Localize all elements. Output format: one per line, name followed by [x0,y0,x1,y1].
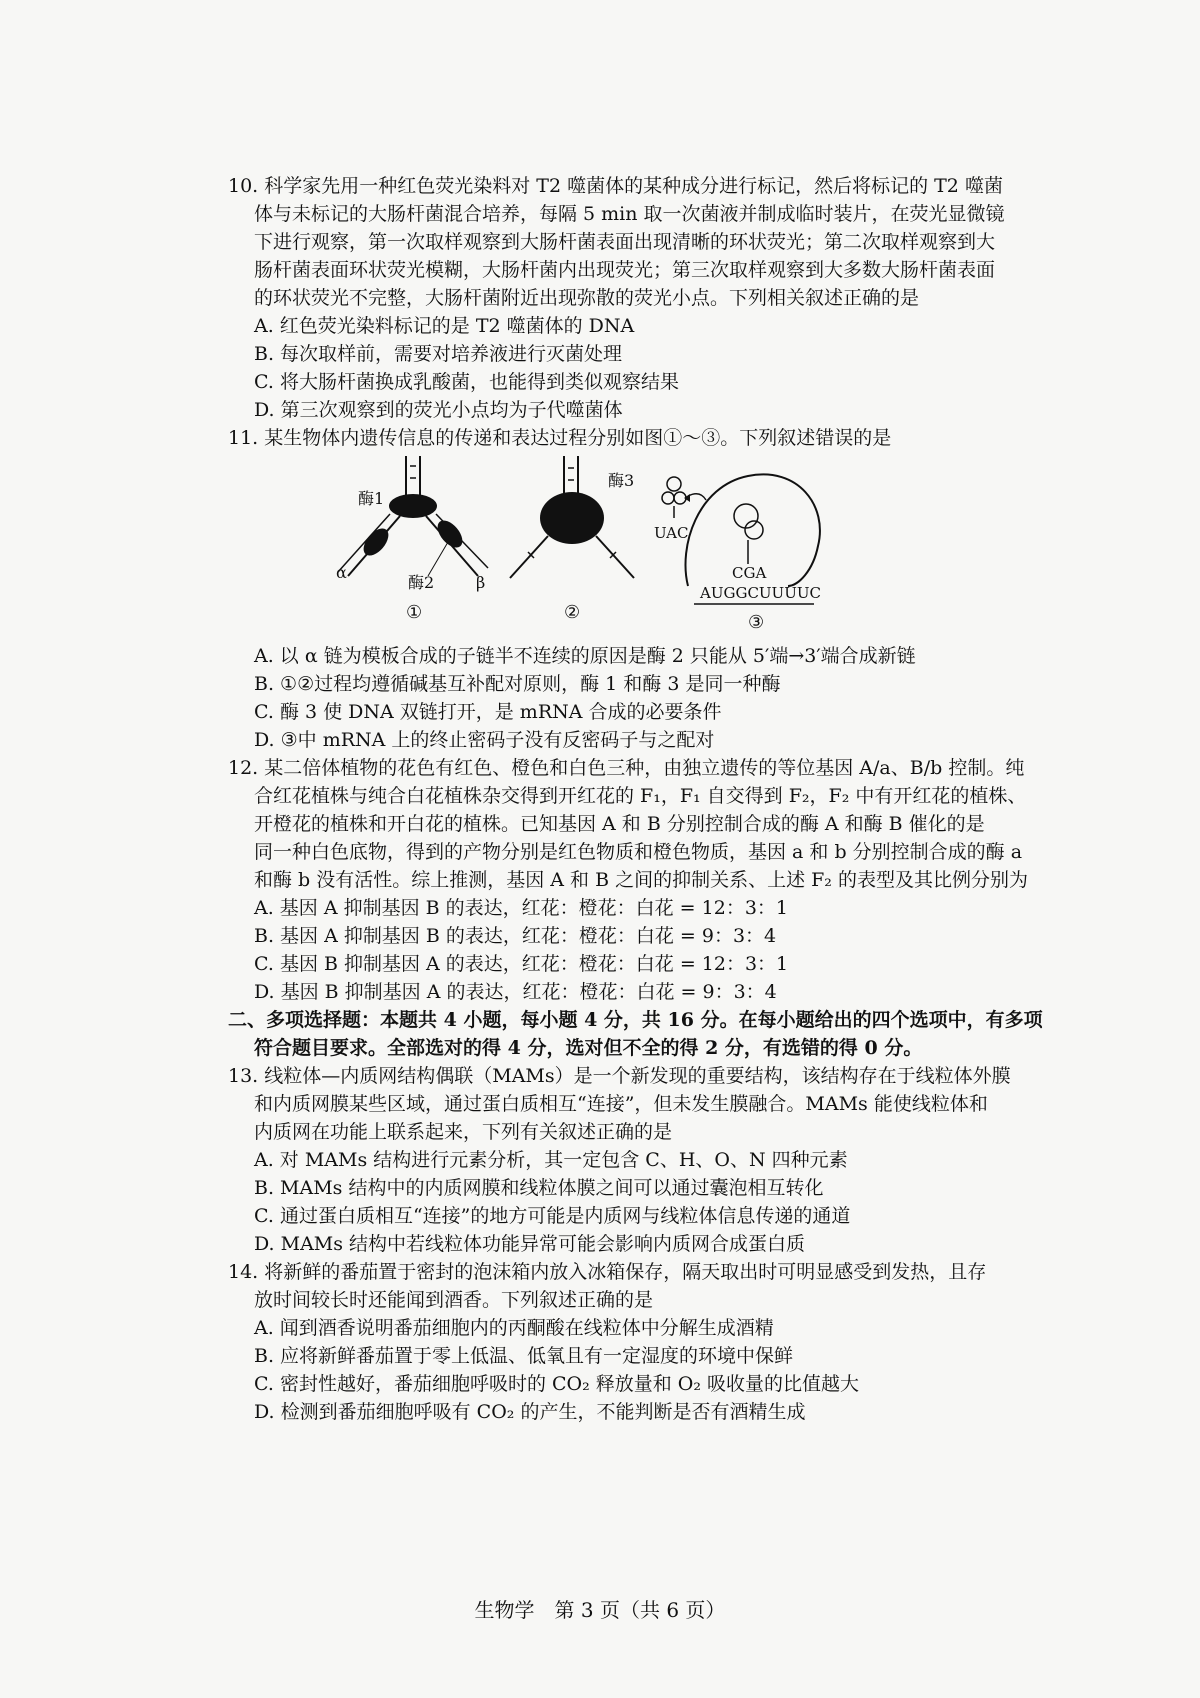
q14-line-2: 放时间较长时还能闻到酒香。下列叙述正确的是 [254,1289,654,1311]
question-12 [228,754,1028,894]
q10-line-3: 下进行观察，第一次取样观察到大肠杆菌表面出现清晰的环状荧光；第二次取样观察到大 [254,231,996,253]
genetic-process-diagram [328,456,868,636]
q13-option-a: A. 对 MAMs 结构进行元素分析，其一定包含 C、H、O、N 四种元素 [254,1149,848,1171]
q10-line-4: 肠杆菌表面环状荧光模糊，大肠杆菌内出现荧光；第三次取样观察到大多数大肠杆菌表面 [254,259,996,281]
enzyme3-ellipse [540,492,604,544]
q13-option-c: C. 通过蛋白质相互“连接”的地方可能是内质网与线粒体信息传递的通道 [254,1205,851,1227]
q10-line-5: 的环状荧光不完整，大肠杆菌附近出现弥散的荧光小点。下列相关叙述正确的是 [254,287,920,309]
q12-line-4: 同一种白色底物，得到的产物分别是红色物质和橙色物质，基因 a 和 b 分别控制合成的酶 a [254,841,1023,863]
q11-stem: 11. 某生物体内遗传信息的传递和表达过程分别如图①～③。下列叙述错误的是 [228,427,892,449]
q12-option-c: C. 基因 B 抑制基因 A 的表达，红花：橙花：白花 = 12：3：1 [254,953,789,975]
figure-3-translation [654,474,821,633]
q14-option-d: D. 检测到番茄细胞呼吸有 CO₂ 的产生，不能判断是否有酒精生成 [254,1401,806,1423]
page-footer: 生物学 第 3 页（共 6 页） [474,1598,726,1622]
q10-option-d: D. 第三次观察到的荧光小点均为子代噬菌体 [254,399,623,421]
q14-line-1: 14. 将新鲜的番茄置于密封的泡沫箱内放入冰箱保存，隔天取出时可明显感受到发热，且存 [228,1261,987,1283]
q10-line-2: 体与未标记的大肠杆菌混合培养，每隔 5 min 取一次菌液并制成临时装片，在荧光显微镜 [254,203,1005,225]
enzyme3-label: 酶3 [608,471,635,490]
q10-line-1: 10. 科学家先用一种红色荧光染料对 T2 噬菌体的某种成分进行标记，然后将标记的 T2 噬菌 [228,175,1003,197]
q13-line-3: 内质网在功能上联系起来，下列有关叙述正确的是 [254,1121,673,1143]
mrna-sequence: AUGGCUUUUC [700,584,821,602]
q14-option-c: C. 密封性越好，番茄细胞呼吸时的 CO₂ 释放量和 O₂ 吸收量的比值越大 [254,1373,860,1395]
question-10 [228,172,1005,312]
question-13 [228,1062,1011,1146]
q11-option-b: B. ①②过程均遵循碱基互补配对原则，酶 1 和酶 3 是同一种酶 [254,673,781,695]
q11-option-c: C. 酶 3 使 DNA 双链打开，是 mRNA 合成的必要条件 [254,701,722,723]
figure-3-label: ③ [748,612,765,633]
q12-option-b: B. 基因 A 抑制基因 B 的表达，红花：橙花：白花 = 9：3：4 [254,925,777,947]
enzyme1-label: 酶1 [358,489,385,508]
section-2-line-1: 二、多项选择题：本题共 4 小题，每小题 4 分，共 16 分。在每小题给出的四个选项中，有多项 [228,1009,1043,1031]
q12-option-a: A. 基因 A 抑制基因 B 的表达，红花：橙花：白花 = 12：3：1 [254,897,788,919]
alpha-label: α [336,563,347,582]
section-2-header [228,1006,1043,1062]
q12-line-2: 合红花植株与纯合白花植株杂交得到开红花的 F₁，F₁ 自交得到 F₂，F₂ 中有开红花的植株、 [254,785,1027,807]
q12-line-3: 开橙花的植株和开白花的植株。已知基因 A 和 B 分别控制合成的酶 A 和酶 B 催化的是 [254,813,985,835]
figure-1-label: ① [406,602,423,623]
q11-figure [228,456,998,636]
figure-2-label: ② [564,602,581,623]
q12-line-5: 和酶 b 没有活性。综上推测，基因 A 和 B 之间的抑制关系、上述 F₂ 的表型及其比例分别为 [254,869,1028,891]
q11-option-a: A. 以 α 链为模板合成的子链半不连续的原因是酶 2 只能从 5′端→3′端合成新链 [254,645,916,667]
q13-line-1: 13. 线粒体—内质网结构偶联（MAMs）是一个新发现的重要结构，该结构存在于线粒体外膜 [228,1065,1011,1087]
q10-option-a: A. 红色荧光染料标记的是 T2 噬菌体的 DNA [254,315,635,337]
q13-option-d: D. MAMs 结构中若线粒体功能异常可能会影响内质网合成蛋白质 [254,1233,806,1255]
enzyme2-label: 酶2 [408,573,435,592]
q12-line-1: 12. 某二倍体植物的花色有红色、橙色和白色三种，由独立遗传的等位基因 A/a、B/b 控制。纯 [228,757,1025,779]
page-content [228,172,1043,1426]
q14-option-a: A. 闻到酒香说明番茄细胞内的丙酮酸在线粒体中分解生成酒精 [254,1317,774,1339]
q13-line-2: 和内质网膜某些区域，通过蛋白质相互“连接”，但未发生膜融合。MAMs 能使线粒体和 [254,1093,988,1115]
q10-option-b: B. 每次取样前，需要对培养液进行灭菌处理 [254,343,623,365]
anticodon-uac: UAC [654,524,689,542]
figure-1-replication [336,456,488,623]
figure-2-transcription [510,456,634,623]
q13-option-b: B. MAMs 结构中的内质网膜和线粒体膜之间可以通过囊泡相互转化 [254,1177,824,1199]
section-2-line-2: 符合题目要求。全部选对的得 4 分，选对但不全的得 2 分，有选错的得 0 分。 [254,1037,923,1059]
anticodon-cga: CGA [732,564,767,582]
q14-option-b: B. 应将新鲜番茄置于零上低温、低氧且有一定湿度的环境中保鲜 [254,1345,794,1367]
beta-label: β [476,573,486,592]
enzyme2-right [433,516,467,552]
q10-option-c: C. 将大肠杆菌换成乳酸菌，也能得到类似观察结果 [254,371,679,393]
question-14 [228,1258,998,1314]
q12-option-d: D. 基因 B 抑制基因 A 的表达，红花：橙花：白花 = 9：3：4 [254,981,777,1003]
enzyme1-ellipse [389,494,437,518]
q11-option-d: D. ③中 mRNA 上的终止密码子没有反密码子与之配对 [254,729,715,751]
